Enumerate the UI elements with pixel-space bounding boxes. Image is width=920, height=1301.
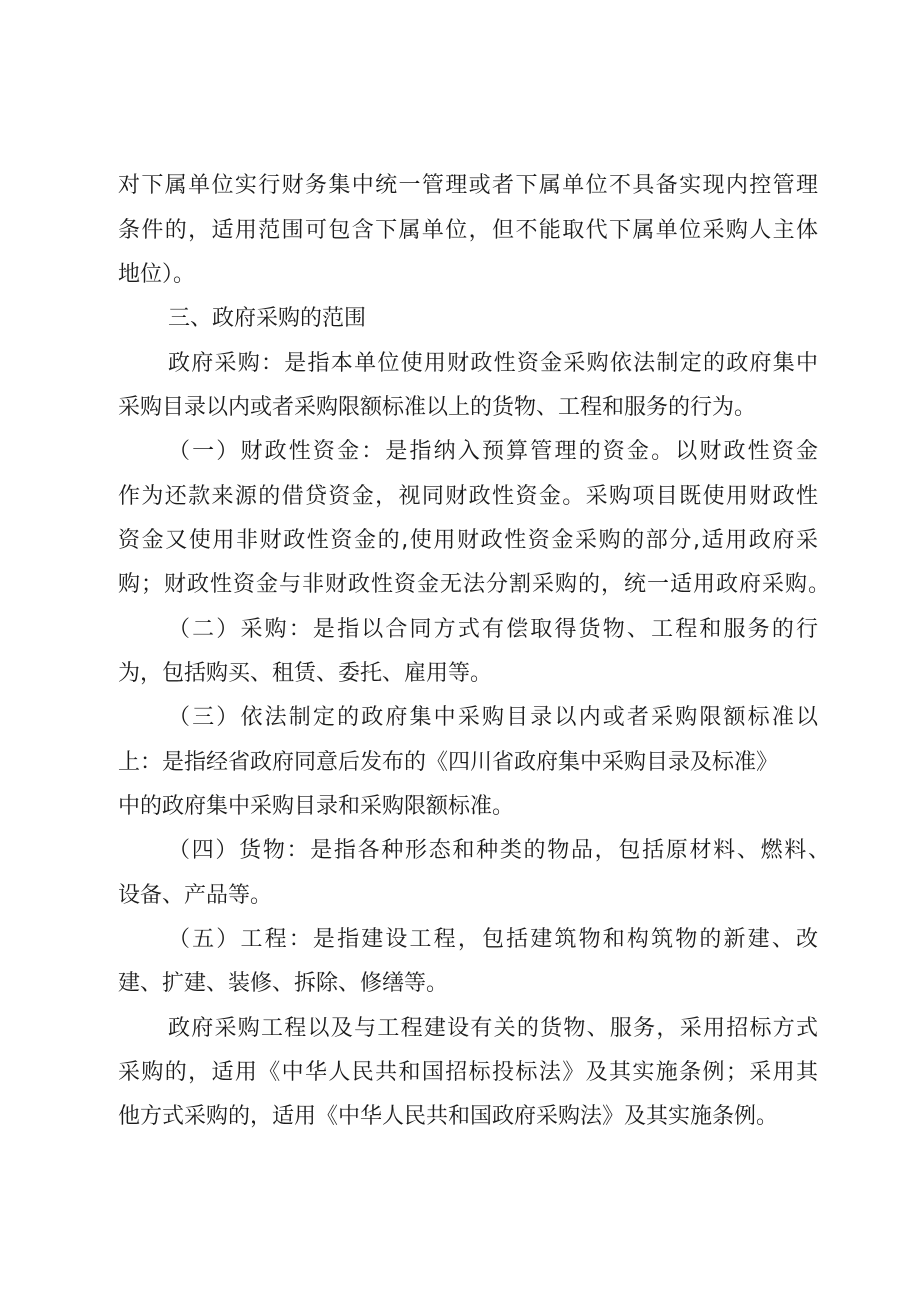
text-line-12: 为，包括购买、租赁、委托、雇用等。: [118, 661, 493, 686]
text-line-18: （五）工程：是指建设工程，包括建筑物和构筑物的新建、改: [168, 927, 818, 952]
text-line-17: 设备、产品等。: [118, 883, 273, 908]
text-line-3: 地位）。: [118, 262, 196, 287]
section-heading: 三、政府采购的范围: [168, 306, 367, 331]
text-line-7: （一）财政性资金：是指纳入预算管理的资金。以财政性资金: [168, 439, 818, 464]
text-line-14: 上：是指经省政府同意后发布的《四川省政府集中采购目录及标准》: [118, 750, 779, 775]
text-line-21: 采购的，适用《中华人民共和国招标投标法》及其实施条例；采用其: [118, 1060, 818, 1085]
text-line-22: 他方式采购的，适用《中华人民共和国政府采购法》及其实施条例。: [118, 1104, 779, 1129]
text-line-9: 资金又使用非财政性资金的,使用财政性资金采购的部分,适用政府采: [118, 528, 818, 553]
text-line-1: 对下属单位实行财务集中统一管理或者下属单位不具备实现内控管理: [118, 173, 818, 198]
text-line-5: 政府采购：是指本单位使用财政性资金采购依法制定的政府集中: [168, 351, 818, 376]
text-line-15: 中的政府集中采购目录和采购限额标准。: [118, 794, 515, 819]
text-line-2: 条件的，适用范围可包含下属单位，但不能取代下属单位采购人主体: [118, 218, 818, 243]
text-line-6: 采购目录以内或者采购限额标准以上的货物、工程和服务的行为。: [118, 395, 757, 420]
text-line-8: 作为还款来源的借贷资金，视同财政性资金。采购项目既使用财政性: [118, 484, 818, 509]
text-line-19: 建、扩建、装修、拆除、修缮等。: [118, 971, 449, 996]
text-line-11: （二）采购：是指以合同方式有偿取得货物、工程和服务的行: [168, 617, 818, 642]
text-line-13: （三）依法制定的政府集中采购目录以内或者采购限额标准以: [168, 705, 818, 730]
text-line-20: 政府采购工程以及与工程建设有关的货物、服务，采用招标方式: [168, 1016, 818, 1041]
text-line-10: 购；财政性资金与非财政性资金无法分割采购的，统一适用政府采购。: [118, 572, 830, 597]
text-line-16: （四）货物：是指各种形态和种类的物品，包括原材料、燃料、: [168, 838, 830, 863]
